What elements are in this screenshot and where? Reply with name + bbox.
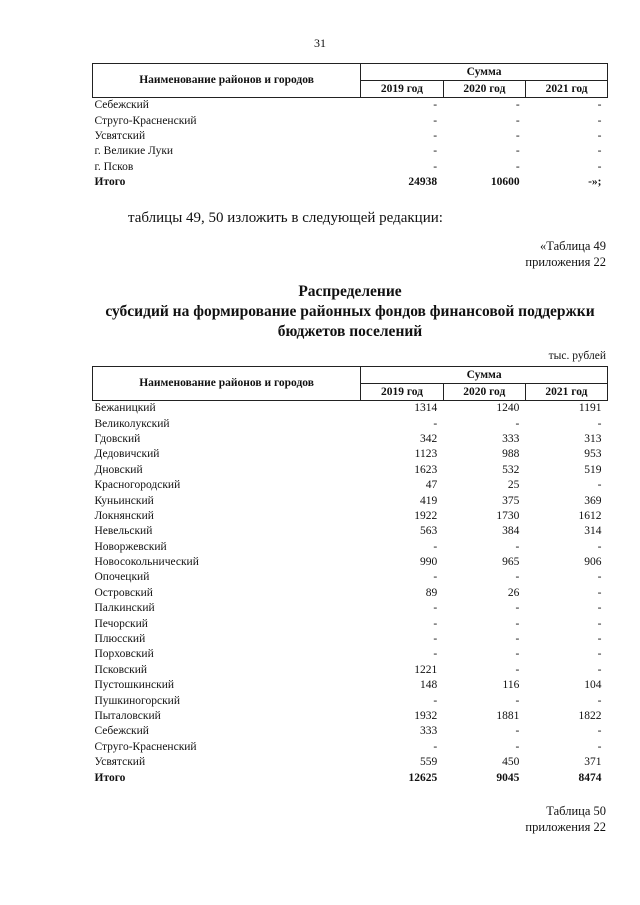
table-row xyxy=(93,709,608,724)
table-row xyxy=(93,678,608,693)
table49-label: «Таблица 49 xyxy=(540,239,606,253)
district-name-cell: Дедовичский xyxy=(94,448,160,461)
value-2021-cell: 519 xyxy=(584,463,602,476)
value-2019-cell: - xyxy=(433,571,438,584)
table-row xyxy=(93,160,608,175)
column-header-2020: 2020 год xyxy=(443,81,526,98)
column-header-2021: 2021 год xyxy=(525,384,607,401)
page-number: 31 xyxy=(314,36,326,50)
table-row xyxy=(93,416,608,431)
district-name-cell: Невельский xyxy=(94,525,153,538)
column-header-sum: Сумма xyxy=(361,367,608,384)
value-2021-cell: 313 xyxy=(584,432,602,445)
value-2021-cell: 1612 xyxy=(578,509,602,522)
district-name-cell: Новоржевский xyxy=(94,540,167,553)
value-2020-cell: - xyxy=(515,617,520,630)
district-name-cell: Великолукский xyxy=(94,417,170,430)
value-2019-cell: 148 xyxy=(419,679,438,692)
table-row xyxy=(93,113,608,128)
table49-reference xyxy=(525,238,606,270)
table-row xyxy=(93,647,608,662)
value-2020-cell: - xyxy=(515,129,520,142)
value-2019-cell: - xyxy=(433,633,438,646)
district-name-cell: Пыталовский xyxy=(94,710,161,722)
column-header-2019: 2019 год xyxy=(361,384,444,401)
total-row xyxy=(93,175,608,190)
value-2020-cell: - xyxy=(515,740,520,753)
value-2021-cell: - xyxy=(597,663,602,676)
district-name-cell: Новосокольнический xyxy=(94,556,199,569)
value-2021-cell: 371 xyxy=(584,756,602,769)
district-name-cell: Струго-Красненский xyxy=(94,114,197,127)
value-2020-cell: - xyxy=(515,648,520,661)
value-2019-cell: - xyxy=(433,740,438,753)
value-2019-cell: - xyxy=(433,417,438,430)
value-2021-cell: - xyxy=(597,160,602,173)
column-header-name: Наименование районов и городов xyxy=(93,64,361,98)
table-row xyxy=(93,724,608,739)
district-name-cell: Куньинский xyxy=(94,494,154,507)
district-name-cell: Себежский xyxy=(94,725,149,738)
district-name-cell: Псковский xyxy=(94,663,148,676)
table-row xyxy=(93,478,608,493)
value-2021-cell: - xyxy=(597,540,602,553)
value-2020-cell: - xyxy=(515,602,520,615)
table-row xyxy=(93,463,608,478)
value-2020-cell: 333 xyxy=(502,432,520,445)
value-2019-cell: - xyxy=(433,694,438,707)
table-row xyxy=(93,693,608,708)
district-name-cell: Себежский xyxy=(94,99,149,112)
units-label: тыс. рублей xyxy=(548,350,606,362)
value-2021-cell: 1191 xyxy=(578,402,602,415)
value-2020-cell: 965 xyxy=(502,556,520,569)
table-row xyxy=(93,401,608,417)
value-2020-cell: 1730 xyxy=(496,509,520,522)
value-2019-cell: 559 xyxy=(419,756,438,769)
district-name-cell: Итого xyxy=(94,176,126,189)
value-2019-cell: - xyxy=(433,602,438,615)
value-2021-cell: - xyxy=(597,694,602,707)
value-2020-cell: 25 xyxy=(507,479,520,492)
district-name-cell: Островский xyxy=(94,586,153,599)
value-2020-cell: 10600 xyxy=(490,176,520,189)
value-2021-cell: - xyxy=(597,725,602,738)
value-2019-cell: 1221 xyxy=(414,663,438,676)
table49-title xyxy=(0,282,640,342)
district-name-cell: Гдовский xyxy=(94,432,141,445)
value-2019-cell: 1123 xyxy=(414,448,438,461)
table50-appendix: приложения 22 xyxy=(525,820,606,834)
value-2019-cell: 24938 xyxy=(408,176,438,189)
value-2019-cell: - xyxy=(433,114,438,127)
value-2021-cell: - xyxy=(597,648,602,661)
table-row xyxy=(93,601,608,616)
district-name-cell: Локнянский xyxy=(94,509,154,522)
value-2020-cell: - xyxy=(515,633,520,646)
value-2020-cell: - xyxy=(515,417,520,430)
value-2019-cell: 1922 xyxy=(414,509,438,522)
value-2019-cell: - xyxy=(433,648,438,661)
table-row xyxy=(93,555,608,570)
table-row xyxy=(93,616,608,631)
value-2019-cell: 990 xyxy=(419,556,438,569)
district-name-cell: г. Псков xyxy=(94,160,134,173)
value-2021-cell: - xyxy=(597,145,602,158)
table-continued xyxy=(92,63,608,190)
value-2020-cell: - xyxy=(515,540,520,553)
title-line-1: Распределение xyxy=(298,283,402,300)
value-2021-cell: - xyxy=(597,417,602,430)
value-2021-cell: - xyxy=(597,99,602,112)
title-line-2: субсидий на формирование районных фондов финансовой поддержки xyxy=(105,303,595,320)
column-header-2020: 2020 год xyxy=(443,384,525,401)
table-row xyxy=(93,663,608,678)
table-row xyxy=(93,570,608,585)
value-2021-cell: - xyxy=(597,114,602,127)
table-row xyxy=(93,524,608,539)
value-2020-cell: - xyxy=(515,571,520,584)
value-2021-cell: 906 xyxy=(584,556,602,569)
table-row xyxy=(93,540,608,555)
value-2019-cell: 419 xyxy=(419,494,438,507)
district-name-cell: Струго-Красненский xyxy=(94,740,197,753)
district-name-cell: Пустошкинский xyxy=(94,679,175,692)
value-2019-cell: 342 xyxy=(419,432,438,445)
value-2021-cell: - xyxy=(597,740,602,753)
value-2021-cell: - xyxy=(597,602,602,615)
value-2019-cell: 1623 xyxy=(414,463,438,476)
value-2020-cell: 384 xyxy=(502,525,520,538)
value-2021-cell: - xyxy=(597,617,602,630)
table-row xyxy=(93,509,608,524)
district-name-cell: г. Великие Луки xyxy=(94,145,174,158)
value-2019-cell: 563 xyxy=(419,525,438,538)
table-row xyxy=(93,740,608,755)
value-2019-cell: - xyxy=(433,99,438,112)
value-2021-cell: - xyxy=(597,633,602,646)
value-2019-cell: - xyxy=(433,129,438,142)
district-name-cell: Итого xyxy=(94,771,126,784)
district-name-cell: Бежаницкий xyxy=(94,402,156,415)
district-name-cell: Плюсский xyxy=(94,633,146,646)
table-row xyxy=(93,98,608,114)
title-line-3: бюджетов поселений xyxy=(277,323,423,340)
value-2019-cell: - xyxy=(433,145,438,158)
column-header-2019: 2019 год xyxy=(361,81,444,98)
value-2021-cell: -»; xyxy=(588,176,602,189)
value-2021-cell: - xyxy=(597,479,602,492)
value-2019-cell: 12625 xyxy=(408,771,438,784)
table50-label: Таблица 50 xyxy=(546,804,606,818)
district-name-cell: Опочецкий xyxy=(94,571,150,584)
value-2020-cell: 532 xyxy=(502,463,520,476)
district-name-cell: Усвятский xyxy=(94,756,146,769)
value-2020-cell: 26 xyxy=(507,586,520,599)
table50-reference xyxy=(525,803,606,835)
table-49 xyxy=(92,366,608,786)
value-2021-cell: 953 xyxy=(584,448,602,461)
value-2019-cell: 1314 xyxy=(414,402,438,415)
value-2021-cell: - xyxy=(597,586,602,599)
intro-text: таблицы 49, 50 изложить в следующей редакции: xyxy=(128,210,443,226)
district-name-cell: Порховский xyxy=(94,648,154,661)
value-2020-cell: 988 xyxy=(502,448,520,461)
column-header-2021: 2021 год xyxy=(526,81,608,98)
value-2020-cell: - xyxy=(515,725,520,738)
column-header-sum: Сумма xyxy=(361,64,608,81)
value-2020-cell: - xyxy=(515,145,520,158)
district-name-cell: Красногородский xyxy=(94,479,181,492)
table-row xyxy=(93,632,608,647)
column-header-name: Наименование районов и городов xyxy=(93,367,361,401)
total-row xyxy=(93,770,608,785)
value-2020-cell: - xyxy=(515,99,520,112)
value-2021-cell: 8474 xyxy=(578,771,602,784)
district-name-cell: Печорский xyxy=(94,617,148,630)
table-row xyxy=(93,129,608,144)
value-2021-cell: 369 xyxy=(584,494,602,507)
table-row xyxy=(93,586,608,601)
value-2019-cell: - xyxy=(433,160,438,173)
value-2021-cell: 1822 xyxy=(578,710,602,722)
value-2020-cell: - xyxy=(515,160,520,173)
value-2021-cell: 104 xyxy=(584,679,602,692)
value-2020-cell: - xyxy=(515,114,520,127)
value-2020-cell: 1881 xyxy=(496,710,520,722)
value-2020-cell: - xyxy=(515,694,520,707)
district-name-cell: Дновский xyxy=(94,463,143,476)
value-2021-cell: - xyxy=(597,571,602,584)
value-2020-cell: 375 xyxy=(502,494,520,507)
value-2020-cell: - xyxy=(515,663,520,676)
value-2021-cell: - xyxy=(597,129,602,142)
district-name-cell: Пушкиногорский xyxy=(94,694,180,707)
value-2019-cell: - xyxy=(433,540,438,553)
value-2019-cell: 89 xyxy=(425,586,438,599)
value-2019-cell: 1932 xyxy=(414,710,438,722)
value-2020-cell: 1240 xyxy=(496,402,520,415)
value-2019-cell: 47 xyxy=(425,479,438,492)
value-2020-cell: 9045 xyxy=(496,771,520,784)
table49-appendix: приложения 22 xyxy=(525,255,606,269)
district-name-cell: Палкинский xyxy=(94,602,155,615)
value-2020-cell: 116 xyxy=(502,679,520,692)
table-row xyxy=(93,144,608,159)
value-2019-cell: - xyxy=(433,617,438,630)
district-name-cell: Усвятский xyxy=(94,129,146,142)
table-row xyxy=(93,447,608,462)
table-row xyxy=(93,493,608,508)
value-2021-cell: 314 xyxy=(584,525,602,538)
value-2020-cell: 450 xyxy=(502,756,520,769)
table-row xyxy=(93,432,608,447)
value-2019-cell: 333 xyxy=(419,725,438,738)
table-row xyxy=(93,755,608,770)
